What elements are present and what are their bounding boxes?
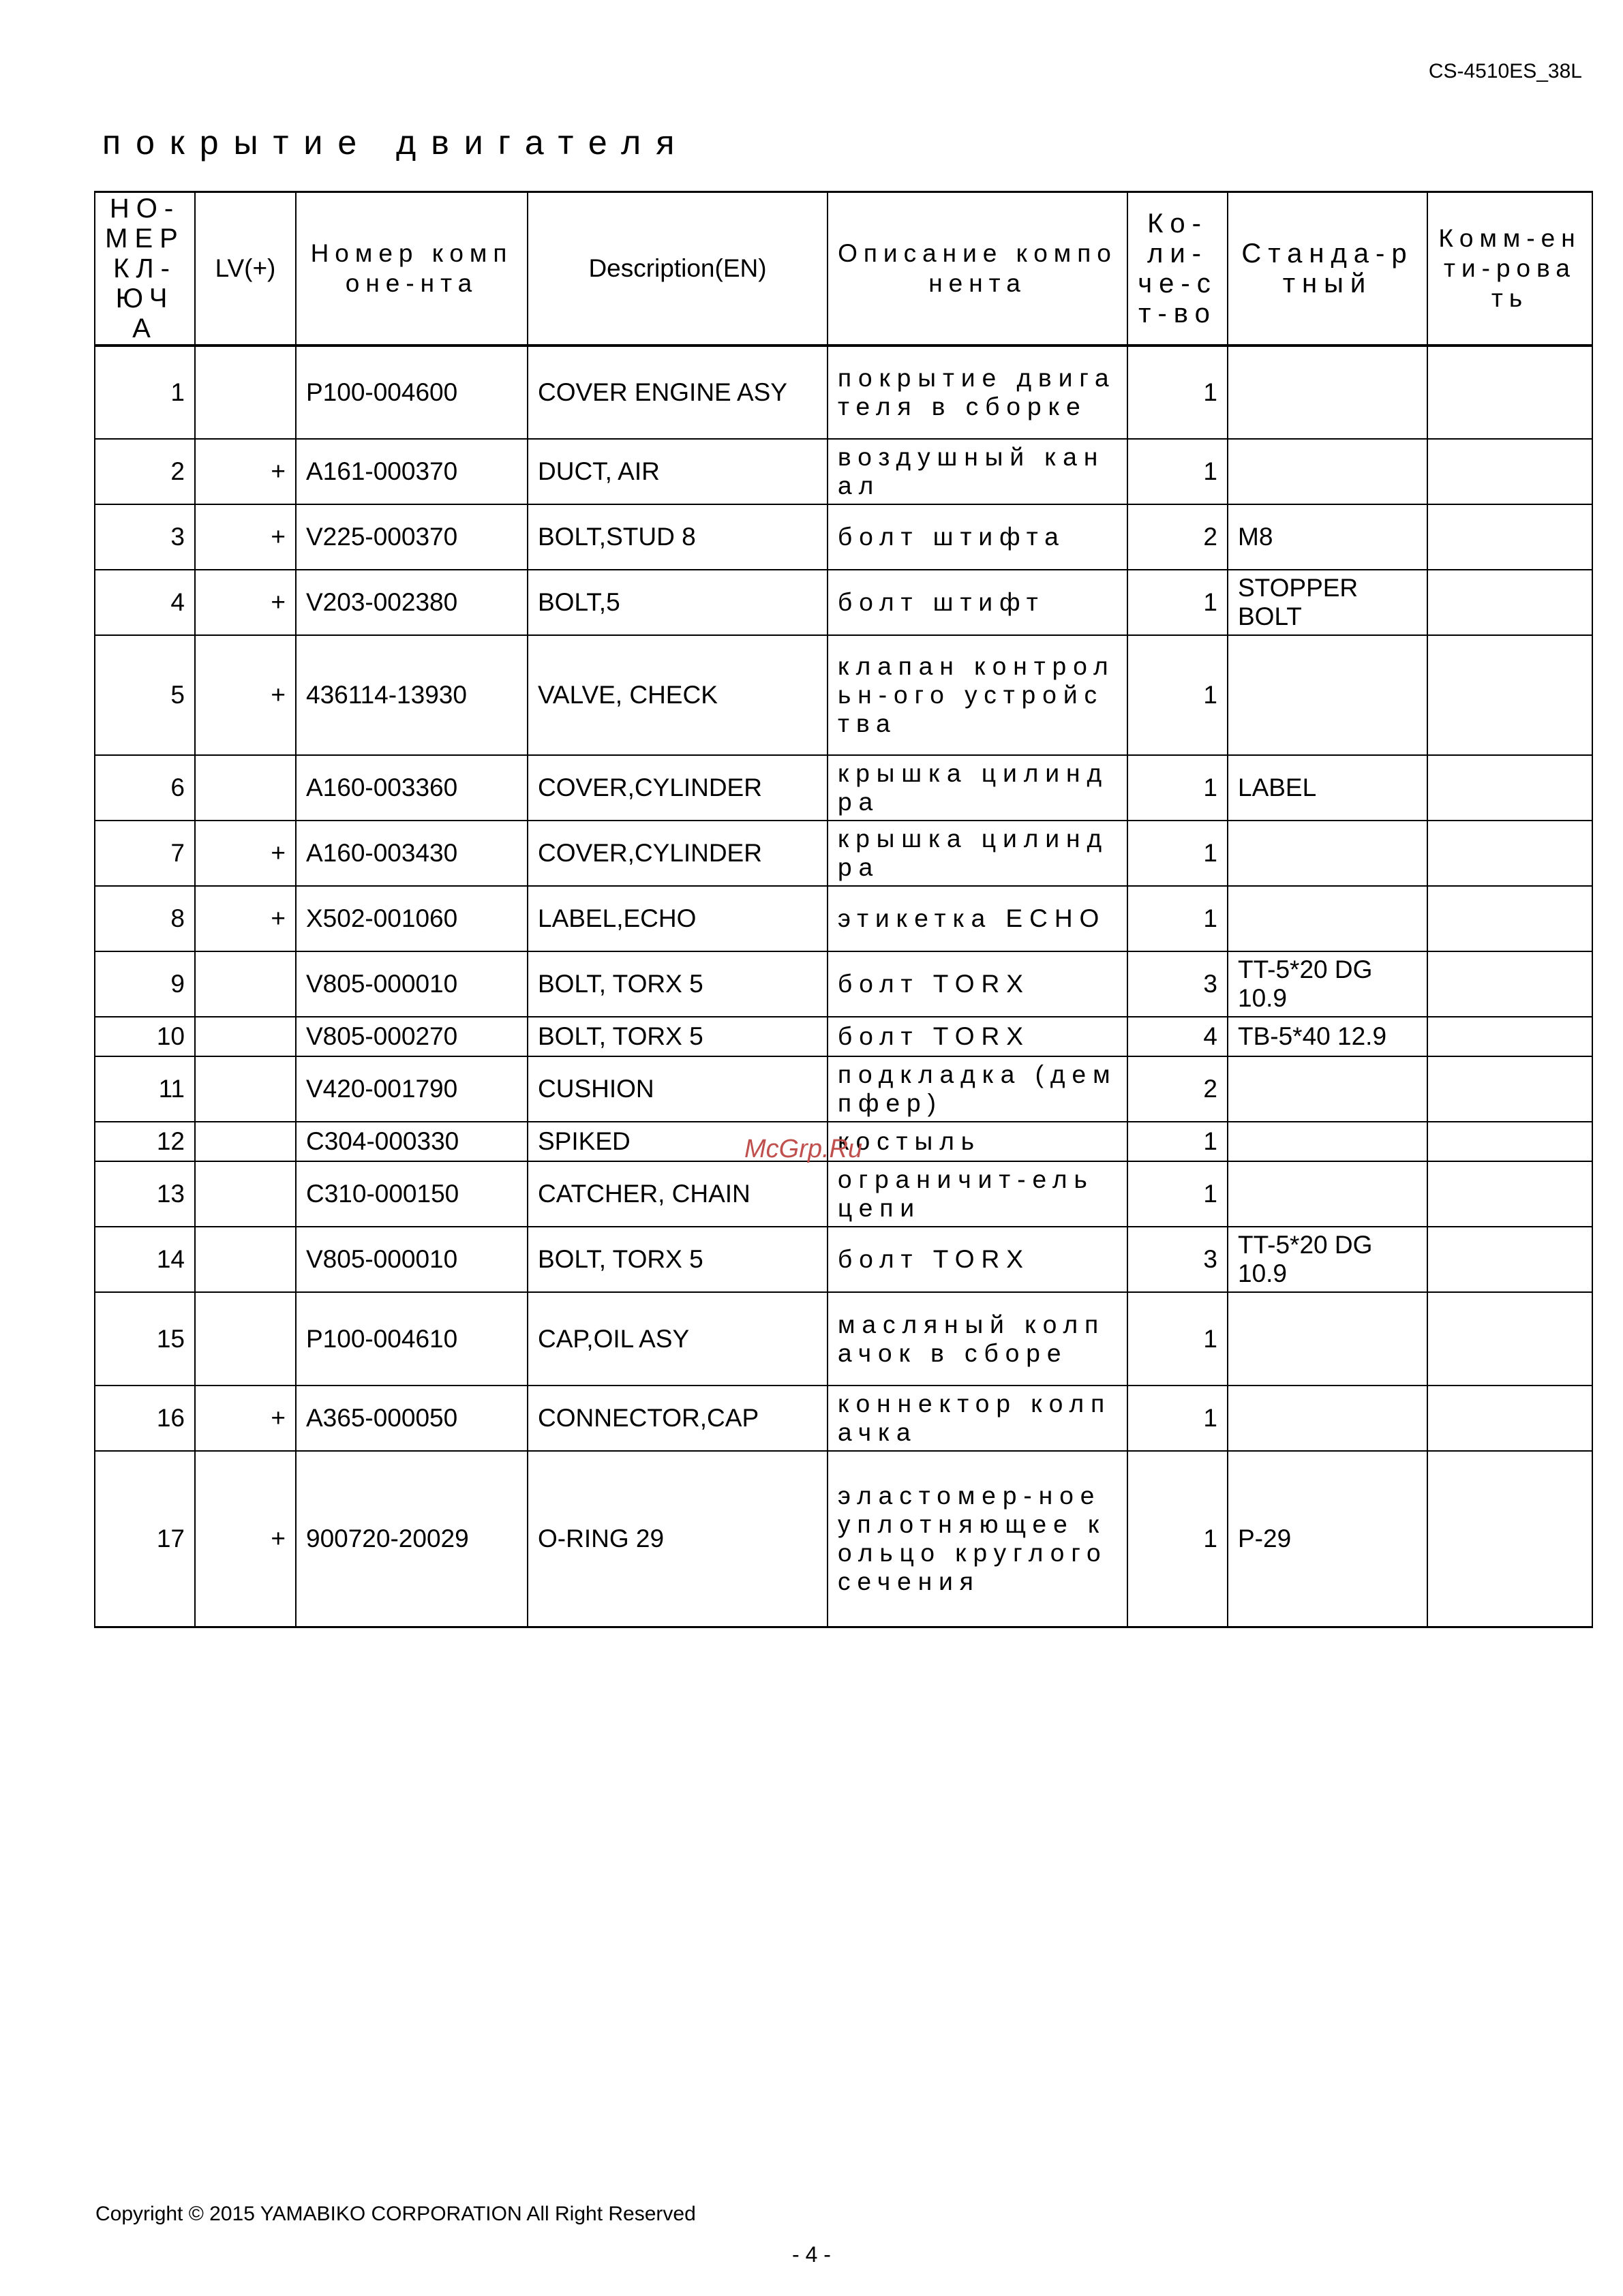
cell-quantity: 1 xyxy=(1127,821,1228,886)
cell-standard: STOPPER BOLT xyxy=(1228,570,1427,635)
cell-lv: + xyxy=(195,570,296,635)
cell-part-no: A365-000050 xyxy=(296,1386,528,1451)
parts-table-body xyxy=(95,346,1592,1627)
table-row xyxy=(95,1386,1592,1451)
cell-description-en: COVER ENGINE ASY xyxy=(528,346,828,439)
footer-copyright: Copyright © 2015 YAMABIKO CORPORATION All Right Reserved xyxy=(95,2203,696,2225)
cell-lv: + xyxy=(195,635,296,755)
cell-standard xyxy=(1228,439,1427,504)
cell-part-no: C304-000330 xyxy=(296,1122,528,1161)
cell-key-no: 3 xyxy=(95,504,195,570)
cell-lv: + xyxy=(195,504,296,570)
cell-lv xyxy=(195,1292,296,1386)
cell-key-no: 17 xyxy=(95,1451,195,1627)
col-standard: Станда-ртный xyxy=(1228,192,1427,346)
cell-lv xyxy=(195,346,296,439)
watermark: McGrp.Ru xyxy=(744,1135,863,1163)
cell-comment xyxy=(1427,1386,1592,1451)
cell-description-en: BOLT,STUD 8 xyxy=(528,504,828,570)
col-description-en: Description(EN) xyxy=(528,192,828,346)
cell-description-ru: подкладка (демпфер) xyxy=(828,1056,1127,1122)
cell-description-en: DUCT, AIR xyxy=(528,439,828,504)
table-row xyxy=(95,1227,1592,1292)
cell-part-no: X502-001060 xyxy=(296,886,528,951)
cell-description-en: VALVE, CHECK xyxy=(528,635,828,755)
cell-description-ru: болт штифт xyxy=(828,570,1127,635)
cell-description-en: LABEL,ECHO xyxy=(528,886,828,951)
cell-standard: M8 xyxy=(1228,504,1427,570)
cell-quantity: 1 xyxy=(1127,439,1228,504)
table-row xyxy=(95,1451,1592,1627)
cell-key-no: 12 xyxy=(95,1122,195,1161)
cell-description-ru: коннектор колпачка xyxy=(828,1386,1127,1451)
cell-comment xyxy=(1427,570,1592,635)
cell-description-ru: воздушный канал xyxy=(828,439,1127,504)
page-title: покрытие двигателя xyxy=(102,123,690,162)
cell-description-ru: болт штифта xyxy=(828,504,1127,570)
cell-comment xyxy=(1427,439,1592,504)
cell-standard: LABEL xyxy=(1228,755,1427,821)
cell-description-ru: покрытие двигателя в сборке xyxy=(828,346,1127,439)
cell-part-no: V420-001790 xyxy=(296,1056,528,1122)
cell-quantity: 1 xyxy=(1127,570,1228,635)
cell-key-no: 11 xyxy=(95,1056,195,1122)
cell-standard xyxy=(1228,1292,1427,1386)
cell-key-no: 5 xyxy=(95,635,195,755)
cell-lv xyxy=(195,1122,296,1161)
col-key-no: НО-МЕР КЛ-ЮЧА xyxy=(95,192,195,346)
cell-quantity: 1 xyxy=(1127,886,1228,951)
cell-quantity: 1 xyxy=(1127,1451,1228,1627)
cell-part-no: V805-000010 xyxy=(296,1227,528,1292)
cell-description-ru: этикетка ECHO xyxy=(828,886,1127,951)
cell-standard: P-29 xyxy=(1228,1451,1427,1627)
col-lv: LV(+) xyxy=(195,192,296,346)
cell-standard xyxy=(1228,1122,1427,1161)
cell-description-ru: болт TORX xyxy=(828,1017,1127,1056)
cell-quantity: 4 xyxy=(1127,1017,1228,1056)
table-row xyxy=(95,951,1592,1017)
parts-table xyxy=(94,191,1593,1628)
cell-quantity: 2 xyxy=(1127,1056,1228,1122)
cell-description-en: SPIKED xyxy=(528,1122,828,1161)
cell-standard xyxy=(1228,1386,1427,1451)
cell-standard xyxy=(1228,821,1427,886)
col-quantity: Ко-ли-че-ст-во xyxy=(1127,192,1228,346)
cell-lv xyxy=(195,1056,296,1122)
cell-lv: + xyxy=(195,821,296,886)
cell-comment xyxy=(1427,635,1592,755)
cell-description-en: CAP,OIL ASY xyxy=(528,1292,828,1386)
table-row xyxy=(95,1056,1592,1122)
cell-lv xyxy=(195,1017,296,1056)
cell-part-no: V225-000370 xyxy=(296,504,528,570)
cell-part-no: C310-000150 xyxy=(296,1161,528,1227)
cell-lv: + xyxy=(195,886,296,951)
cell-description-en: COVER,CYLINDER xyxy=(528,755,828,821)
table-row xyxy=(95,1161,1592,1227)
cell-part-no: 900720-20029 xyxy=(296,1451,528,1627)
cell-standard xyxy=(1228,635,1427,755)
cell-lv xyxy=(195,1161,296,1227)
cell-key-no: 16 xyxy=(95,1386,195,1451)
cell-comment xyxy=(1427,1056,1592,1122)
cell-description-en: BOLT, TORX 5 xyxy=(528,1227,828,1292)
table-row xyxy=(95,886,1592,951)
cell-key-no: 8 xyxy=(95,886,195,951)
cell-lv: + xyxy=(195,1451,296,1627)
cell-key-no: 14 xyxy=(95,1227,195,1292)
cell-key-no: 7 xyxy=(95,821,195,886)
cell-part-no: 436114-13930 xyxy=(296,635,528,755)
cell-key-no: 2 xyxy=(95,439,195,504)
cell-quantity: 1 xyxy=(1127,755,1228,821)
cell-comment xyxy=(1427,1122,1592,1161)
cell-description-en: BOLT, TORX 5 xyxy=(528,1017,828,1056)
cell-description-ru: болт TORX xyxy=(828,951,1127,1017)
table-row xyxy=(95,504,1592,570)
cell-quantity: 1 xyxy=(1127,1386,1228,1451)
cell-comment xyxy=(1427,886,1592,951)
cell-comment xyxy=(1427,504,1592,570)
cell-lv: + xyxy=(195,1386,296,1451)
cell-part-no: A160-003360 xyxy=(296,755,528,821)
cell-comment xyxy=(1427,1292,1592,1386)
cell-comment xyxy=(1427,755,1592,821)
cell-quantity: 1 xyxy=(1127,346,1228,439)
cell-description-en: BOLT,5 xyxy=(528,570,828,635)
cell-description-en: CATCHER, CHAIN xyxy=(528,1161,828,1227)
cell-key-no: 13 xyxy=(95,1161,195,1227)
cell-description-en: COVER,CYLINDER xyxy=(528,821,828,886)
cell-description-ru: болт TORX xyxy=(828,1227,1127,1292)
table-row xyxy=(95,439,1592,504)
cell-standard xyxy=(1228,1161,1427,1227)
cell-part-no: V203-002380 xyxy=(296,570,528,635)
cell-description-ru: ограничит-ель цепи xyxy=(828,1161,1127,1227)
cell-standard: TB-5*40 12.9 xyxy=(1228,1017,1427,1056)
cell-key-no: 6 xyxy=(95,755,195,821)
table-header-row xyxy=(95,192,1592,346)
cell-key-no: 10 xyxy=(95,1017,195,1056)
cell-part-no: P100-004610 xyxy=(296,1292,528,1386)
cell-comment xyxy=(1427,346,1592,439)
cell-standard: TT-5*20 DG 10.9 xyxy=(1228,951,1427,1017)
cell-standard xyxy=(1228,1056,1427,1122)
cell-description-ru: масляный колпачок в сборе xyxy=(828,1292,1127,1386)
cell-quantity: 3 xyxy=(1127,951,1228,1017)
cell-part-no: V805-000010 xyxy=(296,951,528,1017)
cell-comment xyxy=(1427,821,1592,886)
table-row xyxy=(95,755,1592,821)
cell-description-en: O-RING 29 xyxy=(528,1451,828,1627)
cell-description-en: BOLT, TORX 5 xyxy=(528,951,828,1017)
table-row xyxy=(95,821,1592,886)
col-comment: Комм-енти-ровать xyxy=(1427,192,1592,346)
cell-key-no: 4 xyxy=(95,570,195,635)
cell-lv: + xyxy=(195,439,296,504)
cell-key-no: 9 xyxy=(95,951,195,1017)
cell-comment xyxy=(1427,1227,1592,1292)
cell-comment xyxy=(1427,1451,1592,1627)
cell-quantity: 1 xyxy=(1127,635,1228,755)
table-row xyxy=(95,570,1592,635)
cell-comment xyxy=(1427,1017,1592,1056)
cell-comment xyxy=(1427,1161,1592,1227)
table-row xyxy=(95,1017,1592,1056)
cell-description-ru: крышка цилиндра xyxy=(828,755,1127,821)
cell-part-no: A161-000370 xyxy=(296,439,528,504)
cell-standard: TT-5*20 DG 10.9 xyxy=(1228,1227,1427,1292)
cell-quantity: 1 xyxy=(1127,1292,1228,1386)
cell-description-ru: эластомер-ное уплотняющее кольцо круглого сечения xyxy=(828,1451,1127,1627)
cell-description-ru: крышка цилиндра xyxy=(828,821,1127,886)
table-row xyxy=(95,635,1592,755)
cell-quantity: 3 xyxy=(1127,1227,1228,1292)
table-row xyxy=(95,1292,1592,1386)
cell-quantity: 2 xyxy=(1127,504,1228,570)
cell-quantity: 1 xyxy=(1127,1122,1228,1161)
cell-comment xyxy=(1427,951,1592,1017)
cell-lv xyxy=(195,1227,296,1292)
cell-standard xyxy=(1228,346,1427,439)
page-number: - 4 - xyxy=(792,2242,831,2267)
col-part-no: Номер компоне-нта xyxy=(296,192,528,346)
cell-lv xyxy=(195,951,296,1017)
cell-key-no: 1 xyxy=(95,346,195,439)
document-code: CS-4510ES_38L xyxy=(1428,60,1582,82)
col-description-ru: Описание компонента xyxy=(828,192,1127,346)
cell-description-en: CUSHION xyxy=(528,1056,828,1122)
cell-standard xyxy=(1228,886,1427,951)
cell-part-no: P100-004600 xyxy=(296,346,528,439)
cell-key-no: 15 xyxy=(95,1292,195,1386)
cell-part-no: V805-000270 xyxy=(296,1017,528,1056)
cell-part-no: A160-003430 xyxy=(296,821,528,886)
cell-description-ru: костыль xyxy=(828,1122,1127,1161)
cell-quantity: 1 xyxy=(1127,1161,1228,1227)
cell-lv xyxy=(195,755,296,821)
cell-description-en: CONNECTOR,CAP xyxy=(528,1386,828,1451)
table-row xyxy=(95,346,1592,439)
cell-description-ru: клапан контрольн-ого устройства xyxy=(828,635,1127,755)
